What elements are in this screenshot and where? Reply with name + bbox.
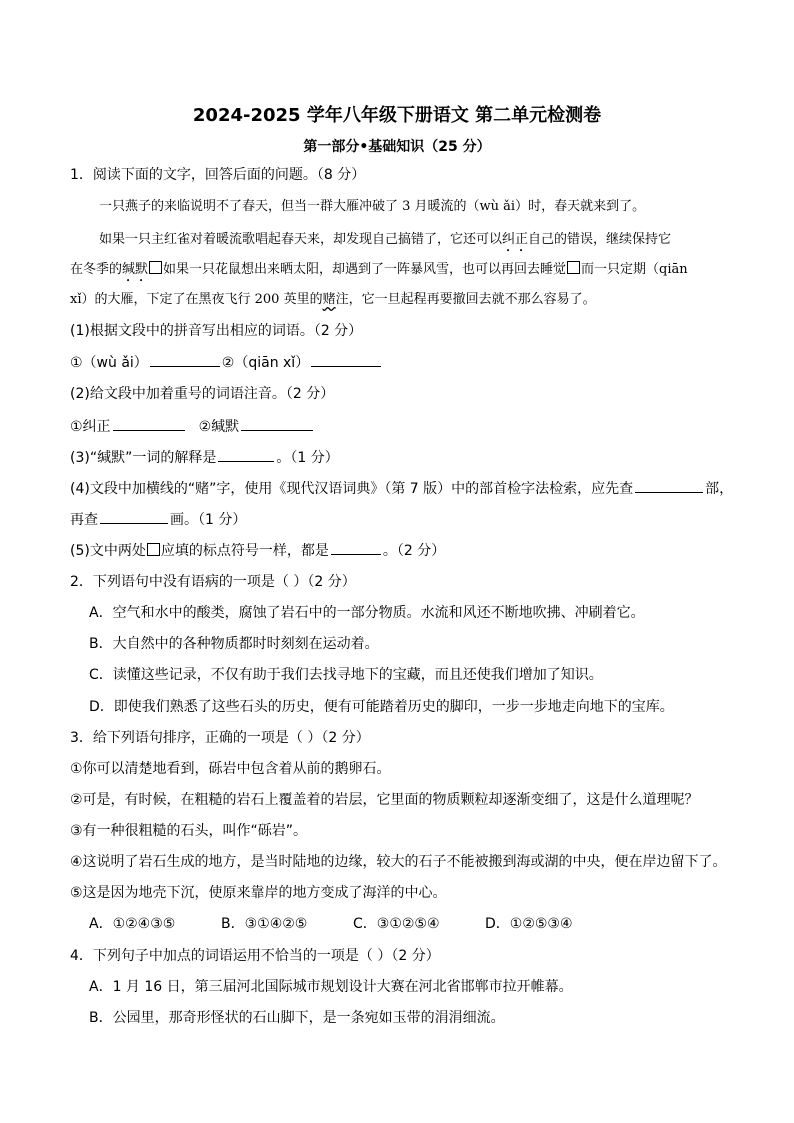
q1-sub3 <box>70 447 339 468</box>
q3-sentence-3: ③有一种很粗糙的石头，叫作“砾岩”。 <box>70 823 308 839</box>
passage-text: 如果一只花鼠想出来晒太阳，却遇到了一阵暴风雪，也可以再回去睡觉 <box>163 262 567 277</box>
q3-option-b[interactable]: B．③①④②⑤ <box>221 916 308 932</box>
q4-option-a[interactable]: A．1 月 16 日，第三届河北国际城市规划设计大赛在河北省邯郸市拉开帷幕。 <box>89 979 573 995</box>
q3-stem: 3．给下列语句排序，正确的一项是（ ）（2 分） <box>70 730 370 746</box>
q3-sentence-5: ⑤这是因为地壳下沉，使原来靠岸的地方变成了海洋的中心。 <box>70 885 447 901</box>
answer-blank[interactable] <box>635 478 703 493</box>
word-label: ②缄默 <box>198 419 240 435</box>
question-text: (3)“缄默”一词的解释是 <box>70 450 217 466</box>
passage-text: 如果一只主红雀对着暖流歌唱起春天来，却发现自己搞错了，它还可以 <box>99 232 503 247</box>
passage-text: 自己的错误，继续保持它 <box>528 232 672 247</box>
answer-blank[interactable] <box>311 352 381 367</box>
question-text: 。（2 分） <box>382 543 446 559</box>
q1-sub4-line1 <box>70 478 733 499</box>
underlined-word-du: 赌 <box>322 292 336 307</box>
q3-option-c[interactable]: C．③①②⑤④ <box>353 916 440 932</box>
q1-passage-p2-line2 <box>70 260 688 285</box>
question-text: 应填的标点符号一样，都是 <box>160 543 329 559</box>
answer-blank[interactable] <box>150 352 220 367</box>
q2-option-a[interactable]: A．空气和水中的酸类，腐蚀了岩石中的一部分物质。水流和风还不断地吹拂、冲刷着它。 <box>89 605 645 621</box>
q2-option-d[interactable]: D．即使我们熟悉了这些石头的历史，便有可能踏着历史的脚印，一步一步地走向地下的宝库。 <box>89 699 674 715</box>
answer-blank[interactable] <box>331 540 381 555</box>
answer-blank[interactable] <box>113 416 185 431</box>
q3-option-a[interactable]: A．①②④③⑤ <box>89 916 176 932</box>
q3-option-d[interactable]: D．①②⑤③④ <box>485 916 573 932</box>
q3-sentence-2: ②可是，有时候，在粗糙的岩石上覆盖着的岩层，它里面的物质颗粒却逐渐变细了，这是什么道理呢？ <box>70 792 699 808</box>
punctuation-blank-box <box>567 261 580 274</box>
q1-passage-p2-line1 <box>99 230 671 255</box>
q3-options <box>89 914 573 934</box>
q1-sub1-answers <box>70 352 383 373</box>
q1-sub4-line2 <box>70 509 246 530</box>
question-text: (4)文段中加横线的“赌”字，使用《现代汉语词典》（第 7 版）中的部首检字法检索，应先查 <box>70 481 634 497</box>
word-label: ①纠正 <box>70 419 111 435</box>
q1-sub2-answers <box>70 416 315 437</box>
question-text: 部， <box>705 481 734 497</box>
q4-stem: 4．下列句子中加点的词语运用不恰当的一项是（ ）（2 分） <box>70 948 440 964</box>
passage-text: 注，它一旦起程再要撤回去就不那么容易了。 <box>335 292 596 307</box>
emphasized-word-jiuzheng: 纠正 <box>502 232 529 247</box>
answer-blank[interactable] <box>100 509 168 524</box>
q1-passage-p2-line3 <box>70 290 596 310</box>
answer-blank[interactable] <box>218 447 274 462</box>
q1-sub5 <box>70 540 445 561</box>
passage-text: 在冬季的 <box>70 262 123 277</box>
q2-option-b[interactable]: B．大自然中的各种物质都时时刻刻在运动着。 <box>89 636 379 652</box>
q1-sub2: (2)给文段中加着重号的词语注音。（2 分） <box>70 386 335 402</box>
passage-text: xǐ）的大雁，下定了在黑夜飞行 200 英里的 <box>70 292 323 307</box>
q3-sentence-4: ④这说明了岩石生成的地方，是当时陆地的边缘，较大的石子不能被搬到海或湖的中央，便在岸边留下了。 <box>70 854 727 870</box>
exam-title: 2024-2025 学年八年级下册语文 第二单元检测卷 <box>192 105 602 126</box>
q2-stem: 2．下列语句中没有语病的一项是（ ）（2 分） <box>70 574 356 590</box>
question-text: 画。（1 分） <box>170 512 247 528</box>
q1-sub1: (1)根据文段中的拼音写出相应的词语。（2 分） <box>70 323 363 339</box>
answer-blank[interactable] <box>241 416 313 431</box>
q1-stem: 1．阅读下面的文字，回答后面的问题。（8 分） <box>70 167 366 183</box>
passage-text: 而一只定期（qiān <box>581 262 688 277</box>
question-text: 。（1 分） <box>276 450 339 466</box>
pinyin-label: ②（qiān xǐ） <box>221 355 310 371</box>
q1-passage-p1: 一只燕子的来临说明不了春天，但当一群大雁冲破了 3 月暖流的（wù ǎi）时，春天就来到了。 <box>99 199 646 214</box>
section-heading: 第一部分•基础知识（25 分） <box>303 139 491 155</box>
q3-sentence-1: ①你可以清楚地看到，砾岩中包含着从前的鹅卵石。 <box>70 761 391 777</box>
question-text: (5)文中两处 <box>70 543 146 559</box>
q4-option-b[interactable]: B．公园里，那奇形怪状的石山脚下，是一条宛如玉带的涓涓细流。 <box>89 1010 505 1026</box>
punctuation-blank-box <box>149 261 162 274</box>
question-text: 再查 <box>70 512 98 528</box>
emphasized-word-jianmo: 缄默 <box>122 262 149 277</box>
punctuation-blank-box <box>147 543 160 556</box>
q2-option-c[interactable]: C．读懂这些记录，不仅有助于我们去找寻地下的宝藏，而且还使我们增加了知识。 <box>89 667 603 683</box>
pinyin-label: ①（wù ǎi） <box>70 355 148 371</box>
